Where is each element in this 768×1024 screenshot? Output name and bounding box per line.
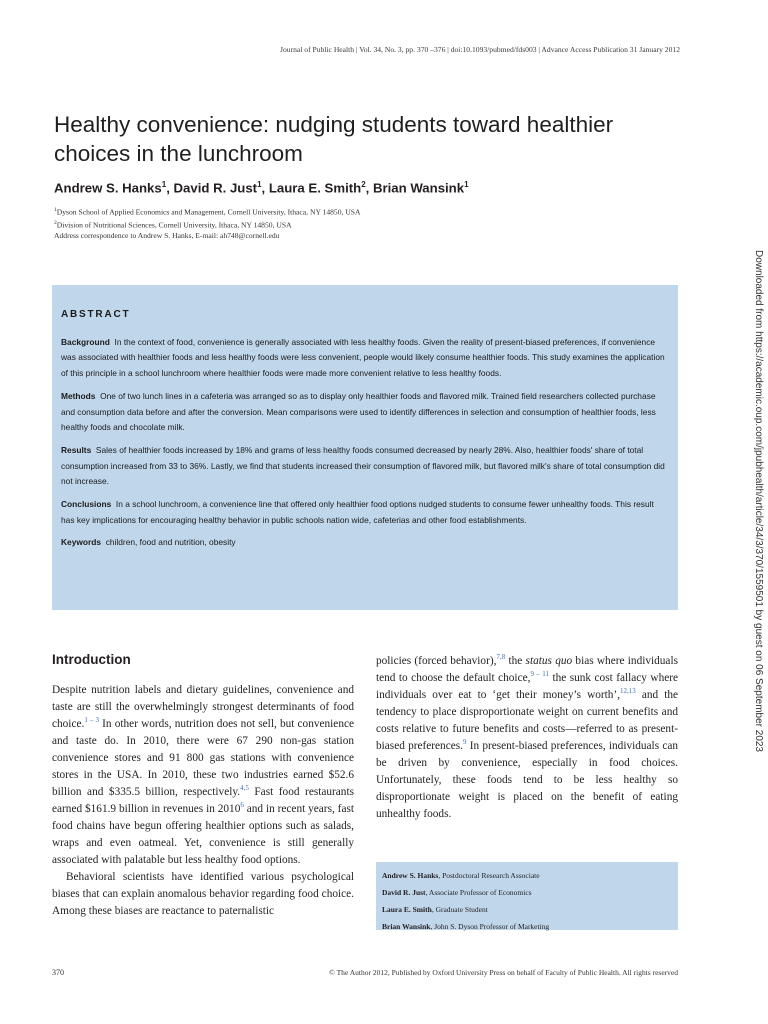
author-bio-box	[376, 862, 678, 930]
section-label: Conclusions	[61, 499, 112, 510]
author-bio	[382, 901, 672, 918]
abstract-conclusions	[61, 497, 669, 528]
author-name: David R. Just	[173, 180, 258, 196]
bio-role: , John S. Dyson Professor of Marketing	[430, 922, 550, 931]
author-bio	[382, 918, 672, 935]
author-list: Andrew S. Hanks$^1$, David R. Just$^1$, Laura E. Smith$^2$, Brian Wansink$^1$	[54, 180, 469, 196]
author-affiliation-mark: 1	[161, 180, 167, 189]
citation-link[interactable]: 1 – 3	[84, 716, 99, 725]
bio-role: , Associate Professor of Economics	[425, 888, 532, 897]
abstract-results	[61, 443, 669, 490]
affiliation-number: 2	[54, 219, 57, 226]
journal-header: Journal of Public Health | Vol. 34, No. 3, pp. 370 –376 | doi:10.1093/pubmed/fds003 | Advance Access Publication 31 January 2012	[280, 45, 680, 54]
left-column	[52, 650, 354, 920]
body-text: the sunk cost fallacy where individuals over eat to ‘get their money’s worth’,	[376, 672, 679, 701]
author-bio	[382, 884, 672, 901]
abstract-methods	[61, 389, 669, 436]
paper-title: Healthy convenience: nudging students toward healthier choices in the lunchroom	[54, 112, 614, 166]
citation-link[interactable]: 7,8	[496, 653, 506, 662]
right-column	[376, 653, 678, 823]
author-affiliation-mark: 1	[257, 180, 262, 189]
bio-name: Brian Wansink	[382, 922, 431, 931]
abstract-keywords	[61, 535, 669, 551]
citation-link[interactable]: 9 – 11	[530, 670, 549, 679]
citation-link[interactable]: 6	[240, 801, 244, 810]
affiliation-1	[54, 205, 674, 218]
section-label: Keywords	[61, 537, 102, 548]
body-text: and the tendency to place disproportionate weight on current benefits and costs relative to future benefits and costs—referred to as present-biased preferences.	[376, 689, 678, 752]
author-name: Brian Wansink	[372, 180, 465, 196]
section-label: Results	[61, 444, 92, 455]
italic-term: status quo	[525, 655, 573, 667]
copyright-notice: © The Author 2012, Published by Oxford University Press on behalf of Faculty of Public Health. All rights reserved	[329, 968, 678, 977]
bio-name: David R. Just	[382, 888, 426, 897]
body-text: Despite nutrition labels and dietary guidelines, convenience and taste are still the overwhelmingly strongest determinants of food choice.	[52, 684, 354, 730]
body-text: and in recent years, fast food chains have begun offering healthier options such as salads, wraps and even oatmeal. Yet, convenience is still generally associated with palatable but less healthy food options.	[52, 803, 354, 866]
body-text: Fast food restaurants earned $161.9 billion in revenues in 2010	[52, 786, 354, 815]
bio-name: Andrew S. Hanks	[382, 871, 439, 880]
section-heading-introduction: Introduction	[52, 652, 131, 667]
section-text: One of two lunch lines in a cafeteria was arranged so as to display only healthier foods and flavored milk. Trained field researchers collected purchase and consumption data before and after the conversion. Mean comparisons were used to identify differences in selection and consumption of healthier foods, less healthy foods and chocolate milk.	[61, 390, 656, 433]
abstract-background	[61, 335, 669, 382]
correspondence-address: Address correspondence to Andrew S. Hanks, E-mail: ah748@cornell.edu	[54, 231, 280, 241]
intro-paragraph-1	[52, 682, 354, 869]
affiliations	[54, 205, 674, 241]
bio-role: , Postdoctoral Research Associate	[438, 871, 540, 880]
section-text: Sales of healthier foods increased by 18% and grams of less healthy foods consumed decreased by nearly 28%. Also, healthier foods' share of total consumption increased from 33 to 36%. Lastly, we find that students increased their consumption of flavored milk, but flavored milk's share of total consumption did not increase.	[61, 444, 665, 487]
abstract-box	[52, 285, 678, 610]
body-text: policies (forced behavior),	[376, 655, 497, 667]
affiliation-number: 1	[54, 207, 57, 213]
section-label: Background	[61, 336, 110, 347]
bio-role: , Graduate Student	[431, 905, 488, 914]
body-text: In other words, nutrition does not sell, but convenience and taste do. In 2010, there were 67 290 non-gas station convenience stores and 91 800 gas stations with convenience stores in the USA. In 2010, these two industries earned $52.6 billion and $335.5 billion, respectively.	[52, 718, 354, 798]
page-number: 370	[52, 968, 64, 977]
author-affiliation-mark: 1	[464, 180, 469, 189]
citation-link[interactable]: 12,13	[620, 687, 636, 696]
author-affiliation-mark: 2	[361, 180, 366, 189]
body-text: the	[505, 655, 526, 667]
section-text: In the context of food, convenience is generally associated with less healthy foods. Given the reality of present-biased preferences, if convenience was associated with healthier foods and less healthy foods were less convenient, people would likely consume healthier foods. This study examines the application of this principle in a school lunchroom where healthier foods were made more convenient relative to less healthy foods.	[61, 336, 665, 379]
affiliation-text: Dyson School of Applied Economics and Management, Cornell University, Ithaca, NY 14850, USA	[56, 207, 361, 217]
intro-paragraph-2: Behavioral scientists have identified various psychological biases that can explain anomalous behavior regarding food choice. Among these biases are reactance to paternalistic	[52, 871, 354, 917]
affiliation-2	[54, 218, 674, 231]
section-label: Methods	[61, 390, 96, 401]
download-watermark: Downloaded from https://academic.oup.com/jpubhealth/article/34/3/370/1559501 by guest on 06 September 2023	[753, 250, 764, 752]
section-text: children, food and nutrition, obesity	[105, 537, 236, 548]
body-text: In present-biased preferences, individuals can be driven by convenience, especially in food choices. Unfortunately, these foods tend to be less healthy so disproportionate weight is placed on the benefit of eating unhealthy foods.	[376, 740, 678, 820]
author-bio	[382, 867, 672, 884]
author-name: Laura E. Smith	[268, 180, 362, 196]
intro-paragraph-2-continued	[376, 653, 678, 823]
body-text: bias where individuals tend to choose the default choice,	[376, 655, 678, 684]
citation-link[interactable]: 4,5	[240, 784, 249, 793]
author-name: Andrew S. Hanks	[54, 180, 162, 196]
affiliation-text: Division of Nutritional Sciences, Cornell University, Ithaca, NY 14850, USA	[56, 220, 292, 230]
bio-name: Laura E. Smith	[382, 905, 432, 914]
citation-link[interactable]: 9	[462, 738, 467, 747]
abstract-heading: ABSTRACT	[61, 309, 131, 320]
section-text: In a school lunchroom, a convenience line that offered only healthier food options nudged students to consume fewer unhealthy foods. This result has key implications for encouraging healthy behavior in public schools nation wide, cafeterias and other food establishments.	[61, 499, 654, 525]
